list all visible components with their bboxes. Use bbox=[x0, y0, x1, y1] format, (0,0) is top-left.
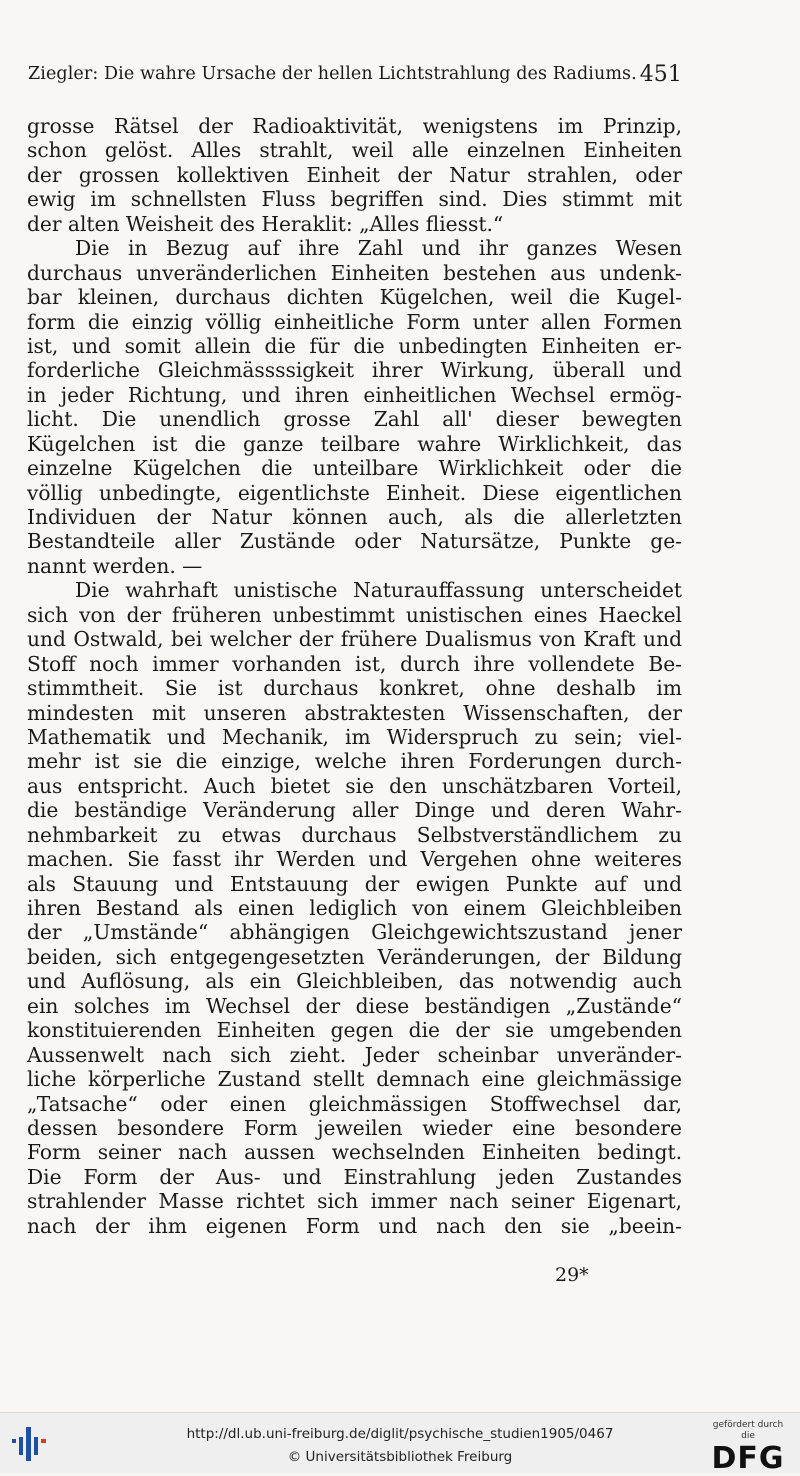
text-line: „Tatsache“ oder einen gleichmässigen Stoffwechsel dar, bbox=[27, 1091, 682, 1116]
text-line: stimmtheit. Sie ist durchaus konkret, ohne deshalb im bbox=[27, 676, 682, 701]
text-line: Kügelchen ist die ganze teilbare wahre Wirklichkeit, das bbox=[27, 431, 682, 456]
text-line: dessen besondere Form jeweilen wieder eine besondere bbox=[27, 1115, 682, 1140]
text-line: ein solches im Wechsel der diese beständigen „Zustände“ bbox=[27, 993, 682, 1018]
text-line: die beständige Veränderung aller Dinge und deren Wahr- bbox=[27, 798, 682, 823]
dfg-logo bbox=[706, 1420, 790, 1476]
text-line: Die in Bezug auf ihre Zahl und ihr ganzes Wesen bbox=[75, 236, 682, 261]
text-line: der grossen kollektiven Einheit der Natur strahlen, oder bbox=[27, 162, 682, 187]
text-line: konstituierenden Einheiten gegen die der sie umgebenden bbox=[27, 1018, 682, 1043]
text-line: Form seiner nach aussen wechselnden Einheiten bedingt. bbox=[27, 1140, 682, 1165]
footer-bar bbox=[0, 1412, 800, 1476]
text-line: machen. Sie fasst ihr Werden und Vergehen ohne weiteres bbox=[27, 847, 682, 872]
text-line: und Ostwald, bei welcher der frühere Dualismus von Kraft und bbox=[27, 627, 682, 652]
text-line: Bestandteile aller Zustände oder Natursätze, Punkte ge- bbox=[27, 529, 682, 554]
text-line: der alten Weisheit des Heraklit: „Alles fliesst.“ bbox=[27, 211, 504, 236]
text-line: Mathematik und Mechanik, im Widerspruch zu sein; viel- bbox=[27, 724, 682, 749]
text-line: Aussenwelt nach sich zieht. Jeder scheinbar unveränder- bbox=[27, 1042, 682, 1067]
text-line: strahlender Masse richtet sich immer nach seiner Eigenart, bbox=[27, 1189, 682, 1214]
text-line: bar kleinen, durchaus dichten Kügelchen, weil die Kugel- bbox=[27, 285, 682, 310]
text-line: form die einzig völlig einheitliche Form unter allen Formen bbox=[27, 309, 682, 334]
text-line: Stoff noch immer vorhanden ist, durch ihre vollendete Be- bbox=[27, 651, 682, 676]
text-line: der „Umstände“ abhängigen Gleichgewichtszustand jener bbox=[27, 920, 682, 945]
dfg-caption: gefördert durch die bbox=[712, 1420, 784, 1441]
text-line: forderliche Gleichmässssigkeit ihrer Wirkung, überall und bbox=[27, 358, 682, 383]
signature-mark: 29* bbox=[555, 1264, 589, 1286]
text-line: ewig im schnellsten Fluss begriffen sind. Dies stimmt mit bbox=[27, 187, 682, 212]
text-line: nehmbarkeit zu etwas durchaus Selbstverständlichem zu bbox=[27, 822, 682, 847]
text-line: einzelne Kügelchen die unteilbare Wirklichkeit oder die bbox=[27, 456, 682, 481]
text-line: schon gelöst. Alles strahlt, weil alle einzelnen Einheiten bbox=[27, 138, 682, 163]
text-line: liche körperliche Zustand stellt demnach eine gleichmässige bbox=[27, 1067, 682, 1092]
text-line: Die wahrhaft unistische Naturauffassung unterscheidet bbox=[75, 578, 682, 603]
text-line: nannt werden. — bbox=[27, 553, 203, 578]
text-line: aus entspricht. Auch bietet sie den unschätzbaren Vorteil, bbox=[27, 773, 682, 798]
text-line: mehr ist sie die einzige, welche ihren Forderungen durch- bbox=[27, 749, 682, 774]
text-line: als Stauung und Entstauung der ewigen Punkte auf und bbox=[27, 871, 682, 896]
text-line: mindesten mit unseren abstraktesten Wissenschaften, der bbox=[27, 700, 682, 725]
page-number: 451 bbox=[639, 62, 682, 87]
copyright-notice: © Universitätsbibliothek Freiburg bbox=[287, 1449, 513, 1465]
text-line: ihren Bestand als einen lediglich von einem Gleichbleiben bbox=[27, 896, 682, 920]
text-line: Individuen der Natur können auch, als die allerletzten bbox=[27, 505, 682, 529]
text-line: durchaus unveränderlichen Einheiten bestehen aus undenk- bbox=[27, 260, 682, 285]
text-line: licht. Die unendlich grosse Zahl all' dieser bewegten bbox=[27, 407, 682, 432]
text-line: und Auflösung, als ein Gleichbleiben, das notwendig auch bbox=[27, 969, 682, 994]
text-line: beiden, sich entgegengesetzten Veränderungen, der Bildung bbox=[27, 944, 682, 969]
dfg-wordmark: DFG bbox=[711, 1441, 785, 1476]
text-line: in jeder Richtung, und ihren einheitlichen Wechsel ermög- bbox=[27, 382, 682, 407]
text-line: nach der ihm eigenen Form und nach den sie „beein- bbox=[27, 1213, 682, 1238]
text-line: völlig unbedingte, eigentlichste Einheit. Diese eigentlichen bbox=[27, 480, 682, 505]
text-line: grosse Rätsel der Radioaktivität, wenigstens im Prinzip, bbox=[27, 114, 682, 138]
body-text bbox=[27, 114, 682, 1238]
text-line: ist, und somit allein die für die unbedingten Einheiten er- bbox=[27, 333, 682, 358]
running-header bbox=[28, 64, 682, 92]
source-url[interactable]: http://dl.ub.uni-freiburg.de/diglit/psychische_studien1905/0467 bbox=[186, 1426, 614, 1442]
header-title: Ziegler: Die wahre Ursache der hellen Lichtstrahlung des Radiums. bbox=[28, 64, 637, 84]
text-line: sich von der früheren unbestimmt unistischen eines Haeckel bbox=[27, 602, 682, 627]
text-line: Die Form der Aus- und Einstrahlung jeden Zustandes bbox=[27, 1164, 682, 1189]
